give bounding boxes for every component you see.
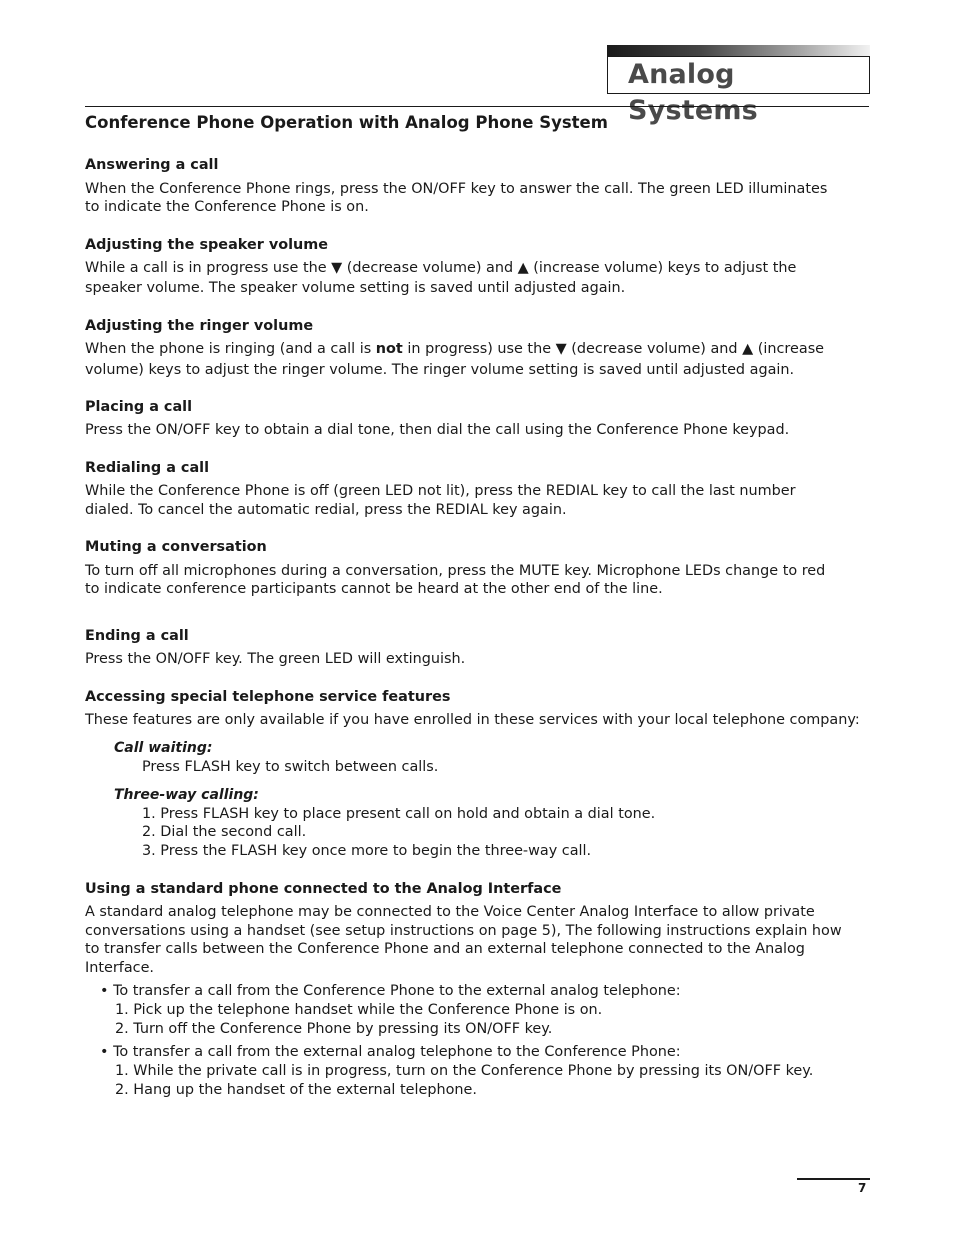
heading-placing: Placing a call [85,399,193,415]
transfer-1-step-2: 2. Turn off the Conference Phone by pressing its ON/OFF key. [115,1021,553,1037]
header-title-box [607,56,870,126]
ringer-line-1-part-a: When the phone is ringing (and a call is [85,341,376,357]
standard-line-1: A standard analog telephone may be connected to the Voice Center Analog Interface to allow private [85,904,815,920]
special-line-1: These features are only available if you have enrolled in these services with your local telephone company: [85,712,860,728]
ringer-emphasis-not: not [375,341,403,357]
transfer-2-step-2: 2. Hang up the handset of the external telephone. [115,1082,477,1098]
standard-line-4: Interface. [85,960,155,976]
heading-muting: Muting a conversation [85,539,267,555]
heading-ending: Ending a call [85,628,189,644]
three-way-label: Three-way calling: [114,787,259,803]
redialing-line-1: While the Conference Phone is off (green LED not lit), press the REDIAL key to call the last number [85,483,796,499]
heading-answering: Answering a call [85,157,219,173]
three-way-step-1: 1. Press FLASH key to place present call on hold and obtain a dial tone. [142,806,656,822]
heading-standard-phone: Using a standard phone connected to the Analog Interface [85,881,562,897]
muting-line-1: To turn off all microphones during a conversation, press the MUTE key. Microphone LEDs change to red [85,563,826,579]
call-waiting-text: Press FLASH key to switch between calls. [142,759,439,775]
transfer-2-step-1: 1. While the private call is in progress, turn on the Conference Phone by pressing its ON/OFF key. [115,1063,814,1079]
section-title: Conference Phone Operation with Analog Phone System [85,113,608,132]
transfer-bullet-2: • To transfer a call from the external analog telephone to the Conference Phone: [100,1044,681,1060]
page-number: 7 [858,1181,867,1195]
heading-speaker-volume: Adjusting the speaker volume [85,237,329,253]
ringer-line-2: volume) keys to adjust the ringer volume. The ringer volume setting is saved until adjusted again. [85,362,795,378]
speaker-line-2: speaker volume. The speaker volume setting is saved until adjusted again. [85,280,626,296]
heading-special-features: Accessing special telephone service features [85,689,451,705]
placing-line-1: Press the ON/OFF key to obtain a dial tone, then dial the call using the Conference Phone keypad. [85,422,790,438]
ringer-line-1-part-c: in progress) use the ▼ (decrease volume) and ▲ (increase [402,341,825,357]
standard-line-3: to transfer calls between the Conference Phone and an external telephone connected to the Analog [85,941,805,957]
speaker-line-1: While a call is in progress use the ▼ (decrease volume) and ▲ (increase volume) keys to adjust the [85,260,797,276]
ending-line-1: Press the ON/OFF key. The green LED will extinguish. [85,651,466,667]
redialing-line-2: dialed. To cancel the automatic redial, press the REDIAL key again. [85,502,567,518]
heading-redialing: Redialing a call [85,460,210,476]
muting-line-2: to indicate conference participants cannot be heard at the other end of the line. [85,581,663,597]
three-way-step-3: 3. Press the FLASH key once more to begin the three-way call. [142,843,592,859]
header-rule [85,106,869,107]
ringer-line-1 [85,340,824,359]
call-waiting-label: Call waiting: [114,740,213,756]
heading-ringer-volume: Adjusting the ringer volume [85,318,314,334]
transfer-1-step-1: 1. Pick up the telephone handset while the Conference Phone is on. [115,1002,603,1018]
transfer-bullet-1: • To transfer a call from the Conference Phone to the external analog telephone: [100,983,681,999]
answering-line-2: to indicate the Conference Phone is on. [85,199,369,215]
answering-line-1: When the Conference Phone rings, press the ON/OFF key to answer the call. The green LED illuminates [85,181,828,197]
three-way-step-2: 2. Dial the second call. [142,824,307,840]
footer-rule [797,1178,870,1180]
page-header-title: Analog Systems [628,59,758,126]
standard-line-2: conversations using a handset (see setup instructions on page 5), The following instructions explain how [85,923,842,939]
header-gradient-bar [607,45,870,56]
